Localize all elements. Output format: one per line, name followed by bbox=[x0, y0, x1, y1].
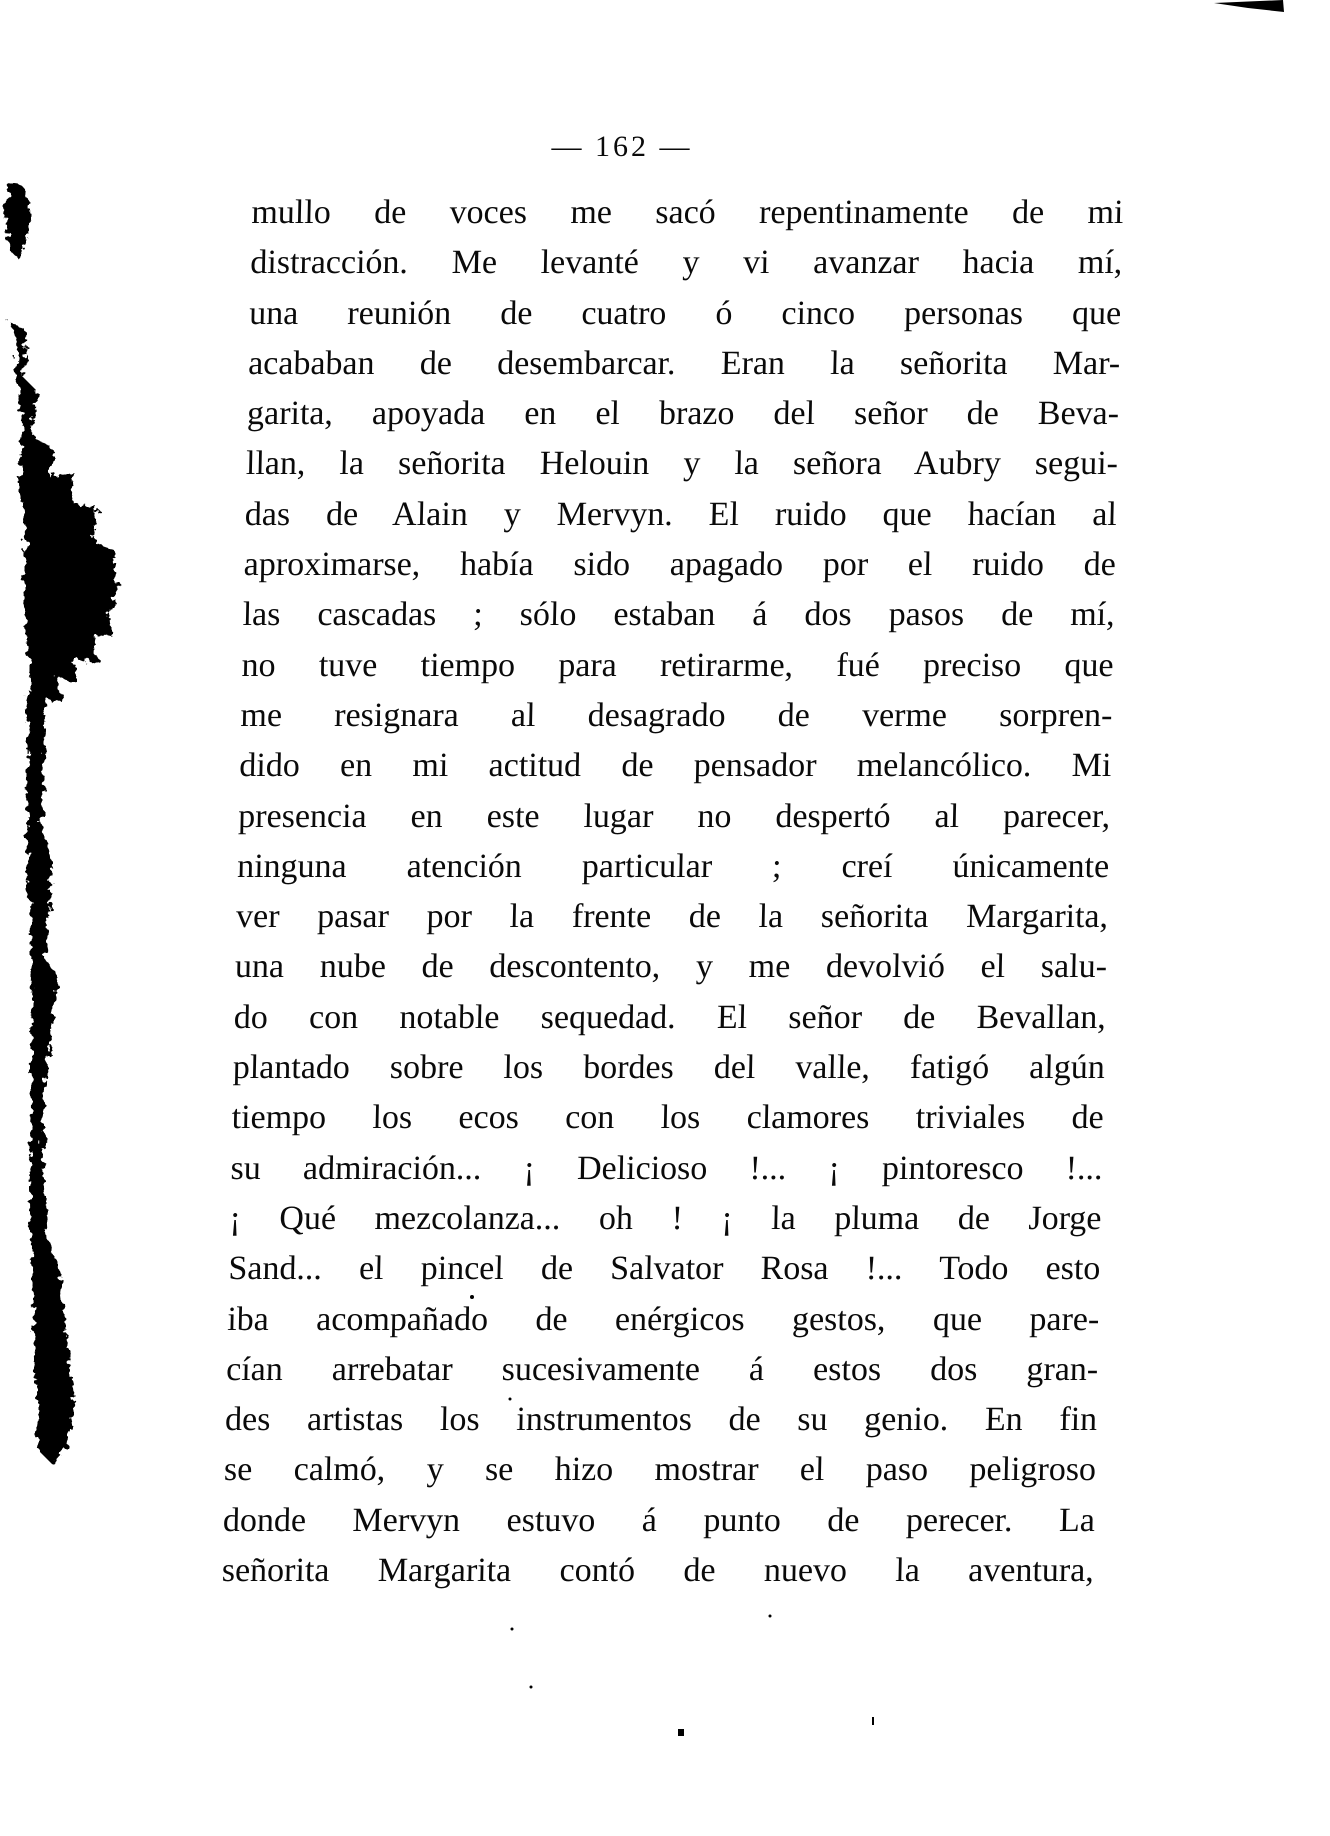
ink-speck bbox=[511, 1628, 514, 1631]
text-line-22: Sand... el pincel de Salvator Rosa !... Todo esto bbox=[228, 1250, 1101, 1288]
ink-blob-small bbox=[6, 183, 29, 257]
text-line-15: ver pasar por la frente de la señorita Margarita, bbox=[235, 898, 1109, 936]
page-number: — 162 — bbox=[551, 130, 693, 163]
page-text bbox=[221, 188, 1124, 1596]
text-line-20: su admiración... ¡ Delicioso !... ¡ pintoresco !... bbox=[230, 1149, 1104, 1187]
text-line-25: des artistas los instrumentos de su genio. En fin bbox=[224, 1401, 1098, 1439]
text-line-9: las cascadas ; sólo estaban á dos pasos de mí, bbox=[242, 596, 1116, 634]
text-line-10: no tuve tiempo para retirarme, fué preciso que bbox=[241, 646, 1114, 684]
ink-streak-left bbox=[27, 690, 74, 1464]
text-line-28: señorita Margarita contó de nuevo la aventura, bbox=[221, 1552, 1095, 1590]
text-line-13: presencia en este lugar no despertó al parecer, bbox=[237, 797, 1111, 835]
text-line-27: donde Mervyn estuvo á punto de perecer. La bbox=[222, 1501, 1096, 1539]
text-line-12: dido en mi actitud de pensador melancólico. Mi bbox=[238, 747, 1112, 785]
text-line-11: me resignara al desagrado de verme sorpren- bbox=[240, 696, 1113, 734]
text-line-23: iba acompañado de enérgicos gestos, que pare- bbox=[226, 1300, 1100, 1338]
ink-speck bbox=[769, 1615, 772, 1618]
ink-speck bbox=[530, 1686, 533, 1689]
text-line-3: una reunión de cuatro ó cinco personas que bbox=[248, 294, 1122, 332]
text-line-24: cían arrebatar sucesivamente á estos dos gran- bbox=[225, 1350, 1099, 1388]
text-line-6: llan, la señorita Helouin y la señora Aubry segui- bbox=[245, 445, 1119, 483]
text-line-5: garita, apoyada en el brazo del señor de Beva- bbox=[246, 395, 1120, 433]
text-line-8: aproximarse, había sido apagado por el ruido de bbox=[243, 546, 1117, 584]
text-line-2: distracción. Me levanté y vi avanzar hacia mí, bbox=[249, 244, 1123, 282]
text-line-4: acababan de desembarcar. Eran la señorita Mar- bbox=[247, 344, 1121, 382]
ink-speck bbox=[678, 1729, 684, 1736]
ink-mark-top-right bbox=[1214, 0, 1284, 12]
ink-speck bbox=[872, 1717, 874, 1725]
text-line-21: ¡ Qué mezcolanza... oh ! ¡ la pluma de Jorge bbox=[229, 1199, 1102, 1237]
text-line-16: una nube de descontento, y me devolvió el salu- bbox=[234, 948, 1108, 986]
ink-blob-large bbox=[10, 322, 117, 716]
text-line-18: plantado sobre los bordes del valle, fatigó algún bbox=[232, 1049, 1106, 1087]
text-line-1: mullo de voces me sacó repentinamente de mi bbox=[251, 194, 1124, 231]
text-line-17: do con notable sequedad. El señor de Bevallan, bbox=[233, 998, 1107, 1036]
text-line-19: tiempo los ecos con los clamores triviales de bbox=[231, 1099, 1105, 1137]
text-line-26: se calmó, y se hizo mostrar el paso peligroso bbox=[223, 1451, 1097, 1489]
text-line-14: ninguna atención particular ; creí únicamente bbox=[236, 847, 1110, 885]
text-line-7: das de Alain y Mervyn. El ruido que hacían al bbox=[244, 495, 1118, 533]
